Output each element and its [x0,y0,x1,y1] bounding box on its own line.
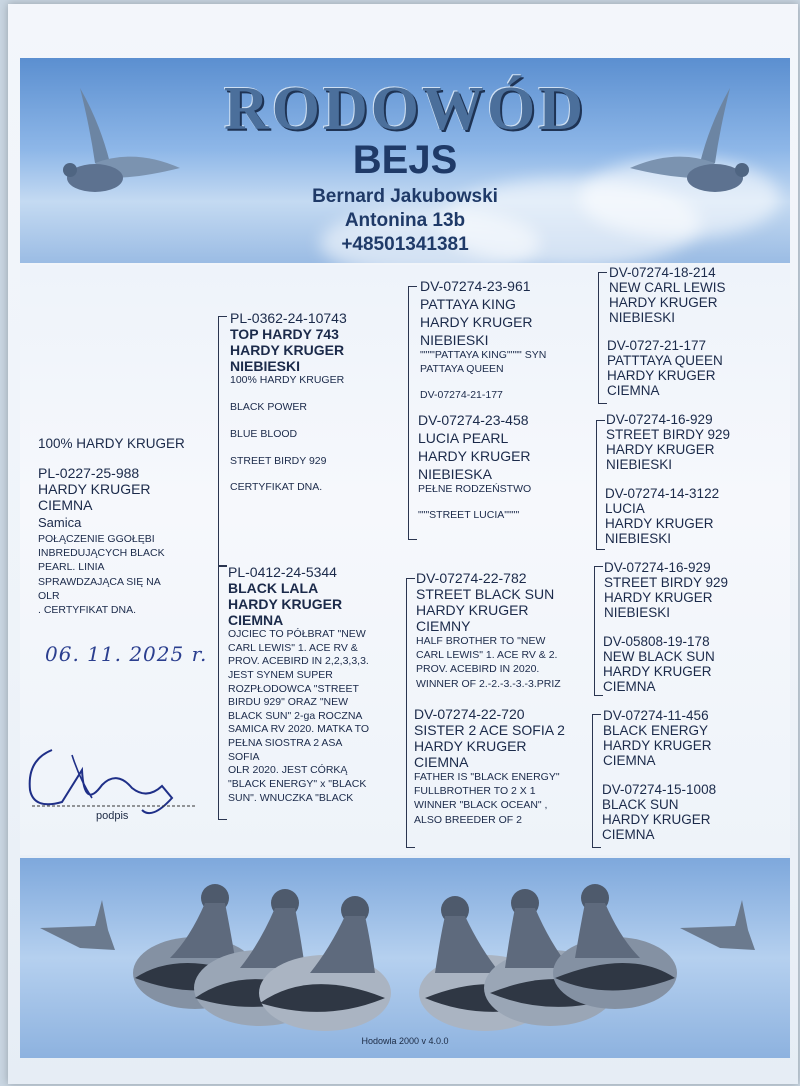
sire-bracket [218,316,219,566]
ggp-bracket [592,714,593,848]
grandparent-note: PATTAYA QUEEN [420,363,504,376]
dam-note: SUN". WNUCZKA "BLACK [228,791,354,804]
grandparent-name: SISTER 2 ACE SOFIA 2 [414,722,565,738]
dam-note: BLACK SUN" 2-ga ROCZNA [228,709,363,722]
great-grandparent-block [602,782,777,842]
grandparent-block [418,412,598,522]
sire-name: TOP HARDY 743 [230,326,339,342]
great-grandparent-block [604,560,779,620]
grandparent-note: """STREET LUCIA"""" [418,509,520,522]
dam-note: ROZPŁODOWCA "STREET [228,682,359,695]
subject-note: . CERTYFIKAT DNA. [38,603,137,616]
ggp-name: NEW CARL LEWIS [609,280,726,295]
grandparent-note: WINNER OF 2.-2.-3.-3.-3.PRIZ [416,677,561,690]
great-grandparent-block [606,412,781,472]
sire-note: 100% HARDY KRUGER [230,374,345,386]
pigeon-left-group [133,884,391,1031]
handwritten-date: 06. 11. 2025 r. [45,642,208,666]
dam-bracket [218,566,219,820]
grandparent-breed: HARDY KRUGER [416,602,529,618]
sire-ring: PL-0362-24-10743 [230,310,347,326]
grandparent-note: FULLBROTHER TO 2 X 1 [414,785,536,798]
owner-address: Antonina 13b [344,210,466,231]
grandparent-breed: HARDY KRUGER [414,738,527,754]
grandparent-note: PEŁNE RODZEŃSTWO [418,483,532,495]
dam-note: PEŁNA SIOSTRA 2 ASA [228,737,343,750]
subject-color: CIEMNA [38,497,93,513]
subject-note: POŁĄCZENIE GGOŁĘBI [38,533,155,545]
grandparent-color: CIEMNA [414,754,469,770]
subject-note: OLR [38,589,60,602]
ggp-breed: HARDY KRUGER [605,516,714,531]
ggp-name: BLACK ENERGY [603,723,709,738]
dam-note: SOFIA [228,750,260,763]
great-grandparent-block [609,265,784,325]
subject-breed: HARDY KRUGER [38,481,151,497]
ggp-breed: HARDY KRUGER [602,812,711,827]
dam-ring: PL-0412-24-5344 [228,564,337,580]
grandparent-note: HALF BROTHER TO "NEW [416,635,546,647]
ggp-ring: DV-07274-16-929 [604,560,711,575]
subject-block [38,436,228,617]
grandparent-ring: DV-07274-22-720 [414,706,525,722]
ggp-ring: DV-05808-19-178 [603,634,710,649]
ggp-color: CIEMNA [603,753,656,768]
ggp-ring: DV-07274-15-1008 [602,782,717,797]
ggp-ring: DV-07274-18-214 [609,265,716,280]
ggp-breed: HARDY KRUGER [607,368,716,383]
pigeon-right-group [419,884,677,1031]
dam-note: OLR 2020. JEST CÓRKĄ [228,764,348,777]
software-credit: Hodowla 2000 v 4.0.0 [361,1036,449,1046]
grandparent-note: CARL LEWIS" 1. ACE RV & 2. [416,649,558,662]
ggp-color: NIEBIESKI [605,531,672,546]
grandparent-color: CIEMNY [416,618,471,634]
page-title: RODOWÓD [224,75,586,143]
great-grandparent-block [603,708,778,768]
grandparent-ring: DV-07274-22-782 [416,570,527,586]
dam-name: BLACK LALA [228,580,319,596]
ggp-ring: DV-07274-11-456 [603,708,709,723]
pigeons-illustration [20,858,790,1058]
footer-banner [20,858,790,1058]
sire-note: CERTYFIKAT DNA. [230,481,323,494]
great-grandparent-block [603,634,778,694]
ggp-color: NIEBIESKI [604,605,671,620]
grandparent-note [418,496,598,508]
ggp-color: NIEBIESKI [609,310,676,325]
ggp-name: LUCIA [605,501,645,516]
ggp-breed: HARDY KRUGER [606,442,715,457]
subject-note: PEARL. LINIA [38,561,105,574]
subject-tag: 100% HARDY KRUGER [38,436,185,451]
grandparent-name: LUCIA PEARL [418,430,509,446]
sire-note: STREET BIRDY 929 [230,454,327,467]
sire-block [230,310,400,495]
dam-note: "BLACK ENERGY" x "BLACK [228,778,367,791]
grandparent-block [414,706,596,827]
grandparent-note: """"PATTAYA KING"""" SYN [420,349,547,361]
grandparent-breed: HARDY KRUGER [420,314,533,330]
grandparent-name: PATTAYA KING [420,296,516,312]
dam-note: CARL LEWIS" 1. ACE RV & [228,641,358,654]
grandparent-breed: HARDY KRUGER [418,448,531,464]
ggp-name: BLACK SUN [602,797,679,812]
ggp-bracket [594,566,595,696]
grandparent-note: ALSO BREEDER OF 2 [414,813,522,826]
loft-name: BEJS [352,138,458,182]
grandparent-note: PROV. ACEBIRD IN 2020. [416,663,540,676]
dam-note: JEST SYNEM SUPER [228,668,333,681]
sire-parents-bracket [408,286,409,540]
sire-note [230,388,400,401]
grandparent-ring: DV-07274-23-458 [418,412,529,428]
owner-phone: +48501341381 [341,234,469,255]
ggp-breed: HARDY KRUGER [603,738,712,753]
ggp-color: CIEMNA [602,827,655,842]
sire-note [230,442,400,455]
dam-block [228,564,400,805]
sire-note: BLUE BLOOD [230,427,298,440]
subject-ring: PL-0227-25-988 [38,465,140,481]
dam-color: CIEMNA [228,612,284,628]
dam-note: BIRDU 929" ORAZ "NEW [228,696,349,709]
grandparent-ring: DV-07274-23-961 [420,278,531,294]
ggp-color: CIEMNA [607,383,660,398]
ggp-bracket [596,420,597,550]
signature-label: podpis [96,810,129,822]
ggp-breed: HARDY KRUGER [604,590,713,605]
sire-color: NIEBIESKI [230,358,301,374]
subject-note: INBREDUJĄCYCH BLACK [38,547,165,560]
ggp-ring: DV-07274-14-3122 [605,486,720,501]
sire-breed: HARDY KRUGER [230,342,345,358]
grandparent-name: STREET BLACK SUN [416,586,555,602]
grandparent-note: WINNER "BLACK OCEAN" , [414,799,548,812]
ggp-ring: DV-0727-21-177 [607,338,707,353]
grandparent-block [420,278,600,403]
dam-breed: HARDY KRUGER [228,596,343,612]
ggp-bracket [598,272,599,404]
owner-name: Bernard Jakubowski [312,186,498,207]
great-grandparent-block [605,486,780,546]
subject-sex: Samica [38,515,82,530]
grandparent-block [416,570,596,691]
sire-note: BLACK POWER [230,400,308,413]
sire-note [230,468,400,481]
grandparent-note [420,376,600,388]
grandparent-color: NIEBIESKI [420,332,489,348]
ggp-name: PATTTAYA QUEEN [607,353,723,368]
great-grandparent-block [607,338,782,398]
grandparent-note: DV-07274-21-177 [420,389,503,402]
ggp-name: STREET BIRDY 929 [606,427,731,442]
ggp-color: NIEBIESKI [606,457,673,472]
dam-note: SAMICA RV 2020. MATKA TO [228,723,370,736]
ggp-name: NEW BLACK SUN [603,649,715,664]
grandparent-note: FATHER IS "BLACK ENERGY" [414,771,560,783]
subject-note: SPRAWDZAJĄCA SIĘ NA [38,575,161,588]
header-banner [20,58,790,263]
sire-note [230,415,400,428]
dam-parents-bracket [406,578,407,848]
ggp-breed: HARDY KRUGER [603,664,712,679]
grandparent-color: NIEBIESKA [418,466,492,482]
dam-note: PROV. ACEBIRD IN 2,2,3,3,3. [228,655,369,668]
dam-note: OJCIEC TO PÓŁBRAT "NEW [228,628,366,640]
ggp-color: CIEMNA [603,679,656,694]
ggp-name: STREET BIRDY 929 [604,575,729,590]
ggp-ring: DV-07274-16-929 [606,412,713,427]
ggp-breed: HARDY KRUGER [609,295,718,310]
